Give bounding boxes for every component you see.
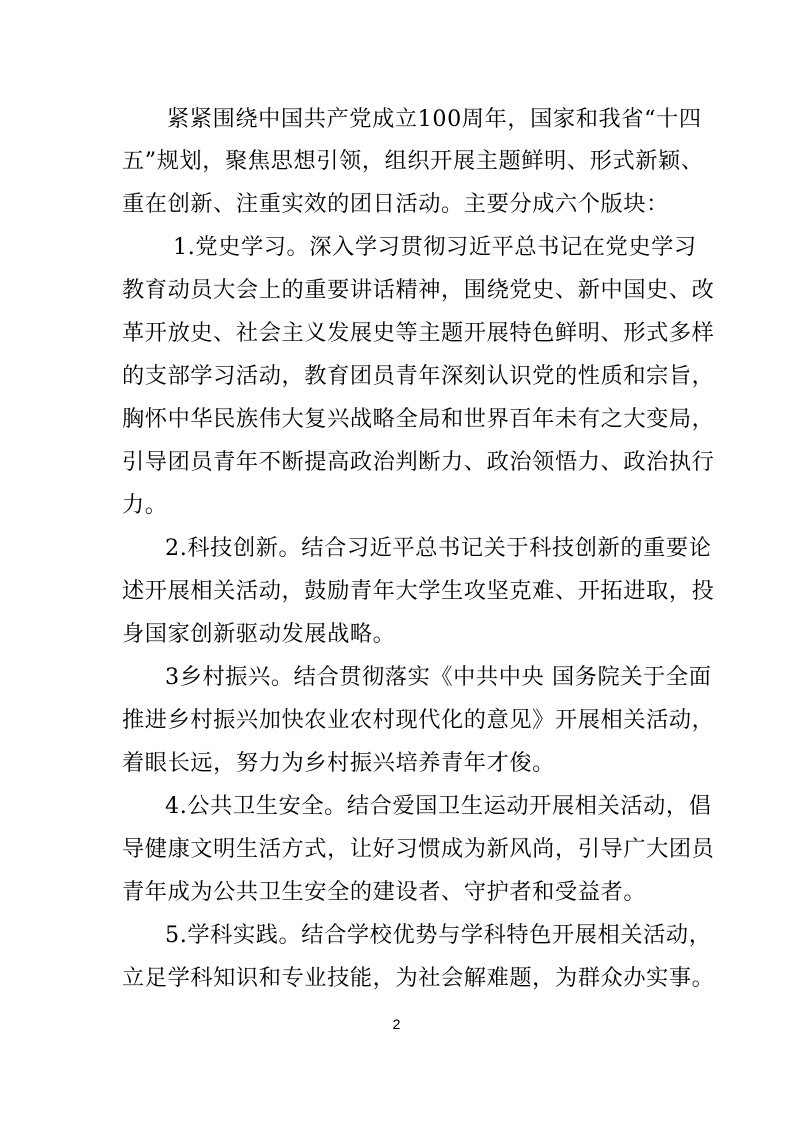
paragraph-rural-line-2: 推进乡村振兴加快农业农村现代化的意见》开展相关活动， <box>122 707 715 733</box>
paragraph-rural-line-3: 着眼长远，努力为乡村振兴培养青年才俊。 <box>122 750 555 776</box>
paragraph-rural-line-1: 3乡村振兴。结合贯彻落实《中共中央 国务院关于全面 <box>165 664 712 690</box>
paragraph-party-history-line-1: 1.党史学习。深入学习贯彻习近平总书记在党史学习 <box>173 234 697 260</box>
paragraph-public-health-line-2: 导健康文明生活方式，让好习惯成为新风尚，引导广大团员 <box>122 836 715 862</box>
paragraph-intro-line-3: 重在创新、注重实效的团日活动。主要分成六个版块： <box>122 191 669 217</box>
paragraph-party-history-line-4: 的支部学习活动，教育团员青年深刻认识党的性质和宗旨， <box>122 363 715 389</box>
paragraph-technology-line-2: 述开展相关活动，鼓励青年大学生攻坚克难、开拓进取，投 <box>122 578 715 604</box>
paragraph-technology-line-1: 2.科技创新。结合习近平总书记关于科技创新的重要论 <box>165 535 712 561</box>
paragraph-intro-line-1: 紧紧围绕中国共产党成立100周年，国家和我省“十四 <box>167 106 702 132</box>
paragraph-discipline-practice-line-1: 5.学科实践。结合学校优势与学科特色开展相关活动， <box>165 922 712 948</box>
paragraph-discipline-practice-line-2: 立足学科知识和专业技能，为社会解难题，为群众办实事。 <box>122 965 715 991</box>
paragraph-intro-line-2: 五”规划，聚焦思想引领，组织开展主题鲜明、形式新颖、 <box>122 148 704 174</box>
paragraph-public-health-line-3: 青年成为公共卫生安全的建设者、守护者和受益者。 <box>122 879 647 905</box>
paragraph-party-history-line-3: 革开放史、社会主义发展史等主题开展特色鲜明、形式多样 <box>122 320 715 346</box>
paragraph-technology-line-3: 身国家创新驱动发展战略。 <box>122 621 396 647</box>
paragraph-party-history-line-6: 引导团员青年不断提高政治判断力、政治领悟力、政治执行 <box>122 449 715 475</box>
page-number: 2 <box>392 1016 401 1032</box>
paragraph-public-health-line-1: 4.公共卫生安全。结合爱国卫生运动开展相关活动，倡 <box>165 793 712 819</box>
paragraph-party-history-line-5: 胸怀中华民族伟大复兴战略全局和世界百年未有之大变局， <box>122 406 715 432</box>
paragraph-party-history-line-2: 教育动员大会上的重要讲话精神，围绕党史、新中国史、改 <box>122 277 715 303</box>
paragraph-party-history-line-7: 力。 <box>122 492 168 518</box>
